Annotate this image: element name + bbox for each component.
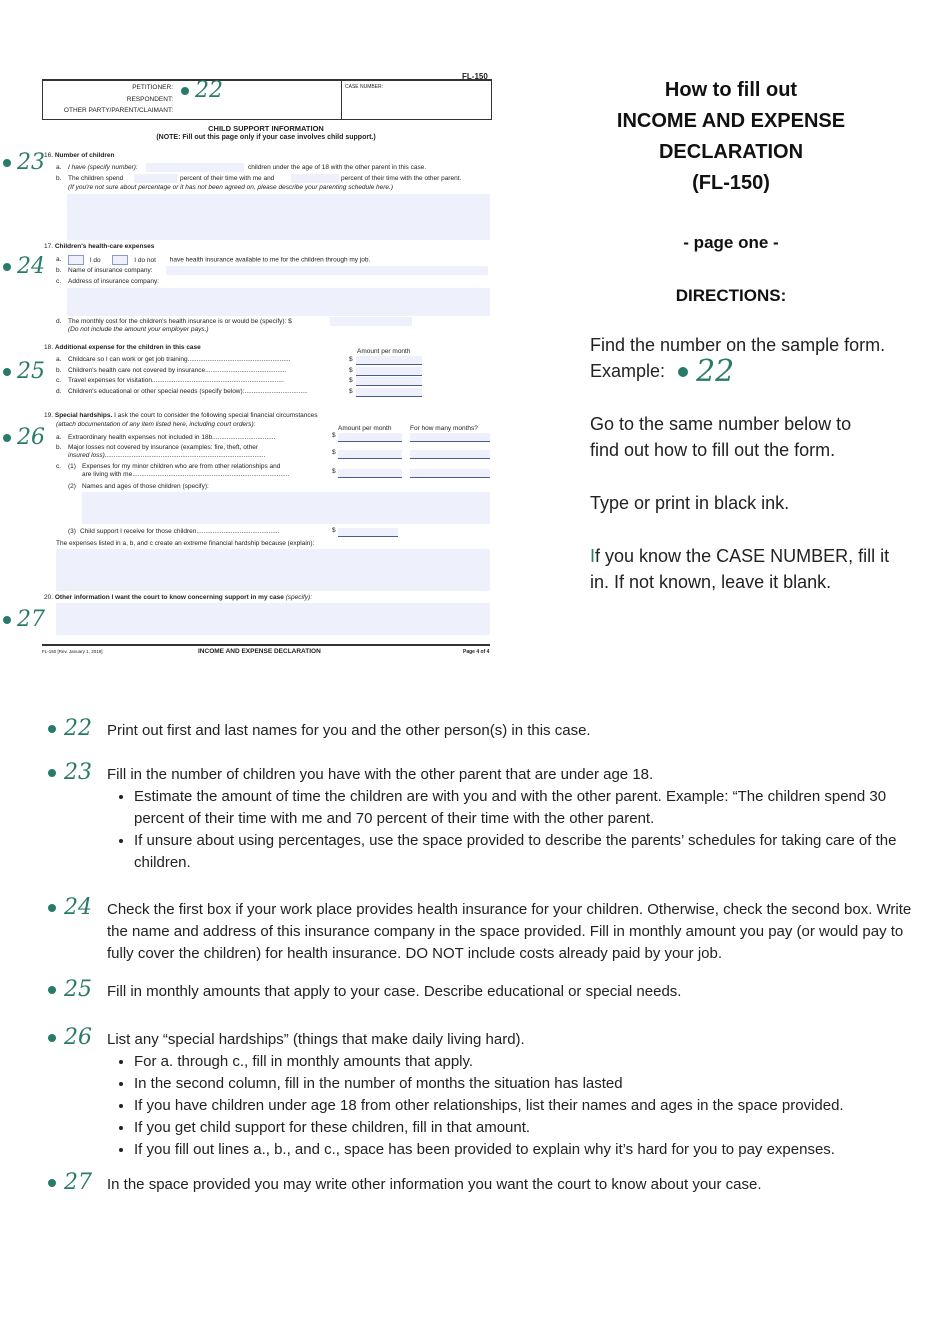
direction-go-to-number: Go to the same number below to find out how to fill out the form.: [590, 414, 852, 460]
instruction-item: [48, 1170, 928, 1196]
respondent-label: RESPONDENT:: [126, 96, 173, 103]
instruction-number: 24: [64, 895, 92, 920]
marker-dot: [48, 904, 56, 912]
instruction-bullet: • If unsure about using percentages, use the space provided to describe the parents’ schedules for taking care of the children.: [134, 830, 928, 874]
q19-heading: 19. Special hardships. I ask the court to consider the following special financial circumstances: [44, 412, 318, 419]
instruction-number: 26: [64, 1025, 92, 1050]
q18-item-label: Children's educational or other special needs (specify below):...................................: [68, 388, 308, 395]
instruction-item: [48, 760, 928, 874]
q18-item-letter: a.: [56, 356, 62, 363]
q18-item-label: Travel expenses for visitation.........................................................................: [68, 377, 284, 384]
form-footer-center: INCOME AND EXPENSE DECLARATION: [198, 648, 321, 655]
marker-25: 25: [3, 359, 45, 384]
instruction-number: 23: [64, 760, 92, 785]
q19a-amount-field[interactable]: [338, 433, 402, 442]
q18-item-letter: c.: [56, 377, 62, 384]
q16-heading: 16. Number of children: [44, 152, 115, 159]
instruction-bullets: [107, 786, 928, 874]
q19a-months-field[interactable]: [410, 433, 490, 442]
marker-dot: [48, 725, 56, 733]
form-footer-right: Page 4 of 4: [463, 649, 490, 655]
q18-item-amount-field[interactable]: [356, 388, 422, 397]
instruction-marker: [48, 1025, 92, 1050]
q18-item-currency: $: [349, 367, 353, 374]
q17-donot-checkbox[interactable]: [112, 255, 128, 265]
q19c-amount-field[interactable]: [338, 469, 402, 478]
q16b-field-other[interactable]: [291, 174, 339, 183]
instruction-number: 22: [64, 716, 92, 741]
q18-item-currency: $: [349, 356, 353, 363]
caption-box: [42, 79, 492, 120]
q18-item-label: Childcare so I can work or get job training.........................................................: [68, 356, 291, 363]
q16b-field-me[interactable]: [134, 174, 178, 183]
instruction-bullet: • Estimate the amount of time the children are with you and with the other parent. Example: “The children spend 30 percent of their time with me and 70 percent of their time with the other parent.: [134, 786, 928, 830]
q18-item-amount-field[interactable]: [356, 367, 422, 376]
q19b-amount-field[interactable]: [338, 450, 402, 459]
q19b-months-field[interactable]: [410, 450, 490, 459]
q19c3-amount-field[interactable]: [338, 528, 398, 537]
case-number-label: CASE NUMBER:: [345, 84, 384, 90]
instruction-bullet: • If you have children under age 18 from other relationships, list their names and ages in the space provided.: [134, 1095, 928, 1117]
q16a-field[interactable]: [146, 163, 244, 172]
marker-dot: [48, 769, 56, 777]
instruction-bullet: • If you fill out lines a., b., and c., space has been provided to explain why it’s hard for you to pay expenses.: [134, 1139, 928, 1161]
q18-item-amount-field[interactable]: [356, 377, 422, 386]
instruction-bullets: [107, 1051, 928, 1161]
marker-22: 22: [181, 78, 223, 103]
marker-27: 27: [3, 607, 45, 632]
instruction-item: [48, 895, 928, 965]
q17-monthly-cost-field[interactable]: [330, 317, 412, 326]
q18-item-amount-field[interactable]: [356, 356, 422, 365]
marker-dot: [48, 1179, 56, 1187]
form-code: FL-150: [462, 72, 488, 81]
page-subtitle: - page one -: [683, 233, 779, 252]
marker-24: 24: [3, 254, 45, 279]
q19-explain-field[interactable]: [56, 549, 490, 591]
marker-23: 23: [3, 150, 45, 175]
q18-item-currency: $: [349, 377, 353, 384]
section-title: CHILD SUPPORT INFORMATION: [208, 124, 324, 133]
instruction-text: Fill in the number of children you have with the other parent that are under age 18.: [107, 766, 654, 783]
instruction-number: 27: [64, 1170, 92, 1195]
q19c-months-field[interactable]: [410, 469, 490, 478]
petitioner-label: PETITIONER:: [132, 84, 173, 91]
instruction-marker: [48, 760, 92, 785]
q20-field[interactable]: [56, 603, 490, 635]
q20-heading: 20. Other information I want the court to know concerning support in my case (specify):: [44, 594, 313, 601]
form-footer-left: FL-150 [Rev. January 1, 2019]: [42, 649, 103, 654]
q18-item-letter: b.: [56, 367, 62, 374]
other-party-label: OTHER PARTY/PARENT/CLAIMANT:: [63, 107, 173, 114]
instruction-text: Check the first box if your work place provides health insurance for your children. Otherwise, check the second box. Write the name and address of this insurance company in the space provided. Fill in monthly amount you pay (or would pay to fully cover the children) for health insurance. DO NOT include costs already paid by your job.: [107, 901, 912, 962]
instruction-marker: [48, 1170, 92, 1195]
marker-dot: [181, 87, 189, 95]
q19-children-names-field[interactable]: [82, 492, 490, 524]
instruction-text: In the space provided you may write other information you want the court to know about your case.: [107, 1176, 762, 1193]
q18-item-letter: d.: [56, 388, 62, 395]
direction-ink: Type or print in black ink.: [590, 493, 790, 513]
q17-do-checkbox[interactable]: [68, 255, 84, 265]
instruction-text: List any “special hardships” (things that make daily living hard).: [107, 1031, 525, 1048]
marker-26: 26: [3, 425, 45, 450]
q16-schedule-field[interactable]: [67, 194, 490, 240]
instruction-item: [48, 716, 928, 742]
instruction-bullet: • For a. through c., fill in monthly amounts that apply.: [134, 1051, 928, 1073]
q18-item-currency: $: [349, 388, 353, 395]
q17-insurance-address-field[interactable]: [67, 288, 490, 316]
instruction-item: [48, 1025, 928, 1161]
instruction-number: 25: [64, 977, 92, 1002]
q18-item-label: Children's health care not covered by insurance.............................................: [68, 367, 287, 374]
section-note: (NOTE: Fill out this page only if your case involves child support.): [156, 134, 376, 141]
directions-heading: DIRECTIONS:: [675, 286, 787, 305]
instruction-bullet: • If you get child support for these children, fill in that amount.: [134, 1117, 928, 1139]
q17-insurance-name-field[interactable]: [166, 266, 488, 275]
instruction-marker: [48, 977, 92, 1002]
instruction-text: Print out first and last names for you and the other person(s) in this case.: [107, 722, 591, 739]
direction-case-number: If you know the CASE NUMBER, fill it in. If not known, leave it blank.: [590, 546, 890, 592]
instruction-text: Fill in monthly amounts that apply to your case. Describe educational or special needs.: [107, 983, 682, 1000]
instruction-marker: [48, 716, 92, 741]
q17-heading: 17. Children's health-care expenses: [44, 243, 155, 250]
marker-dot: [48, 1034, 56, 1042]
q18-heading: 18. Additional expense for the children in this case: [44, 344, 201, 351]
instruction-marker: [48, 895, 92, 920]
direction-find-number: Find the number on the sample form. Example: 22: [590, 335, 886, 390]
q16a-label: I have (specify number):: [68, 164, 138, 171]
page-title: How to fill out INCOME AND EXPENSE DECLARATION (FL-150): [616, 79, 846, 194]
marker-dot: [48, 986, 56, 994]
instruction-bullet: • In the second column, fill in the number of months the situation has lasted: [134, 1073, 928, 1095]
example-marker: 22: [678, 359, 734, 385]
instruction-item: [48, 977, 928, 1003]
